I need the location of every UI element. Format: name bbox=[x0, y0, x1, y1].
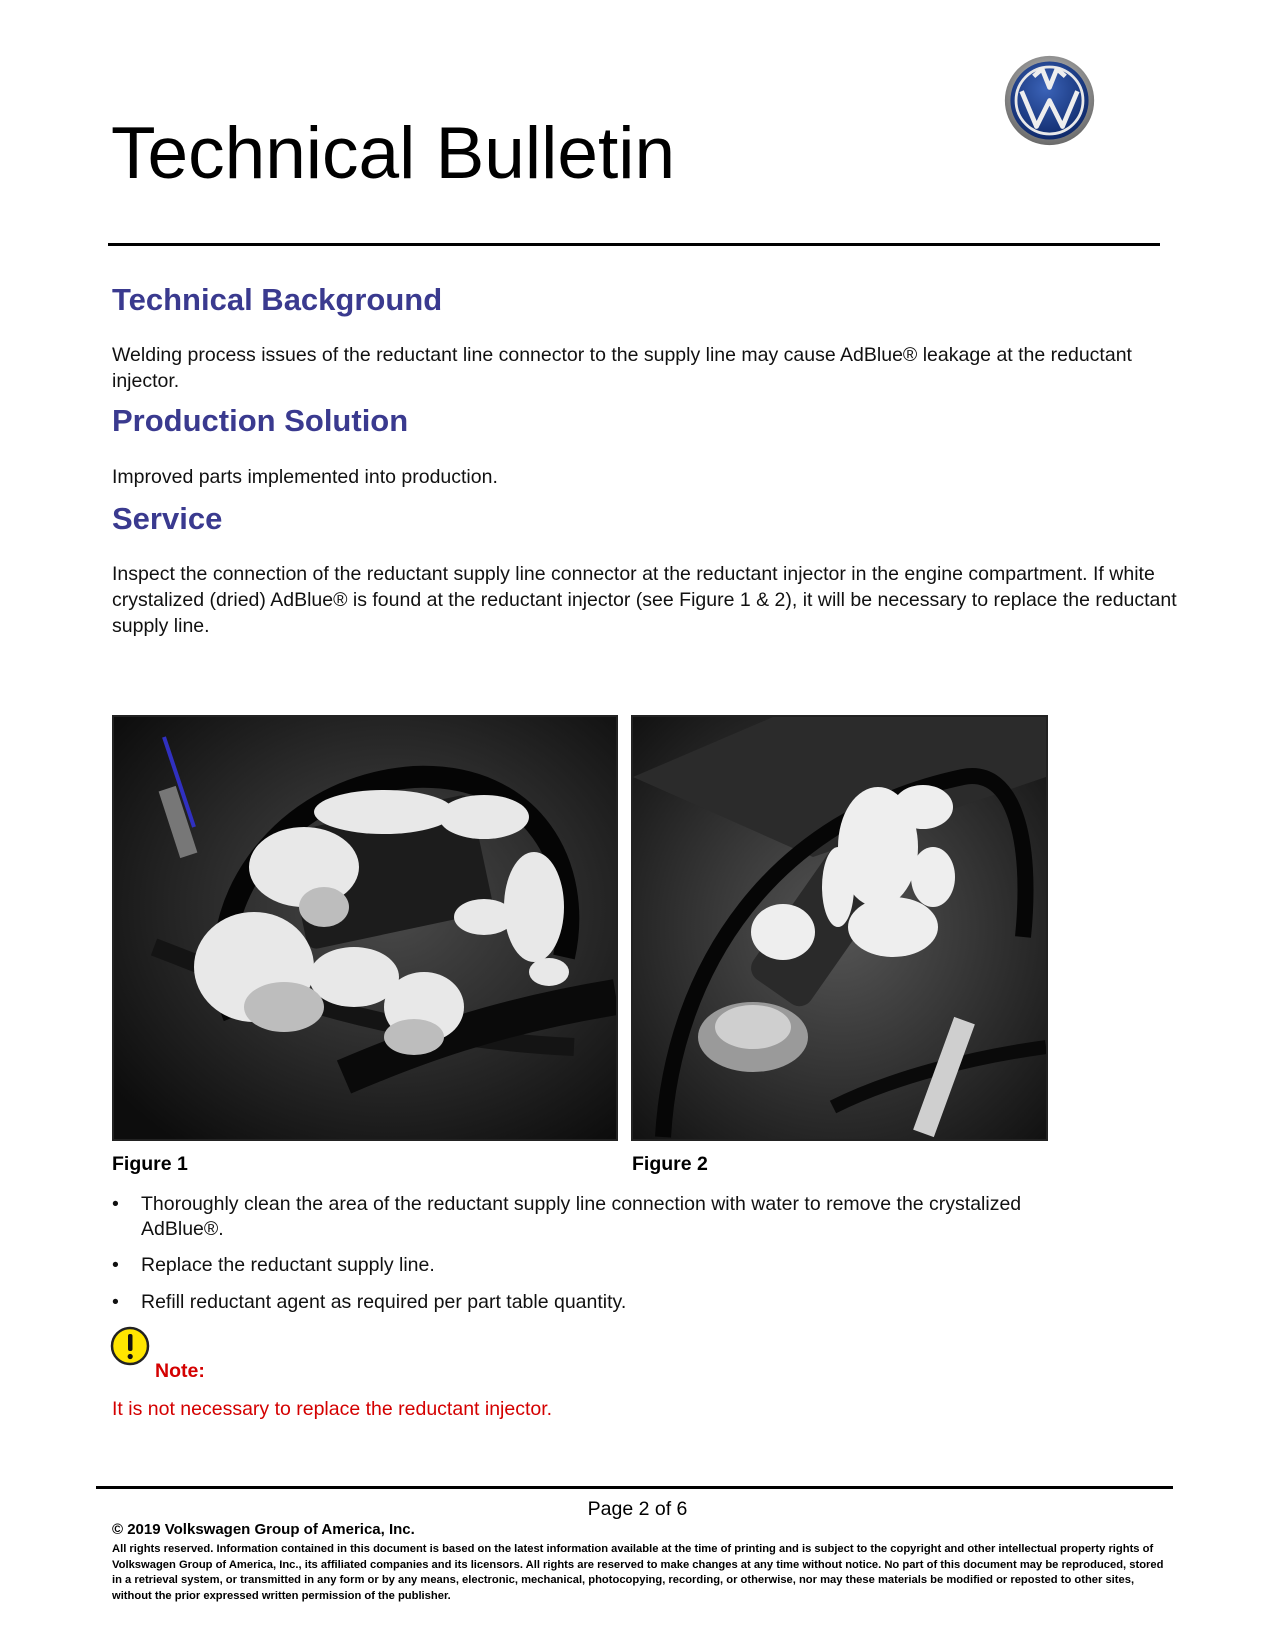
bullet-glyph: • bbox=[112, 1254, 119, 1276]
bullet-glyph: • bbox=[112, 1193, 119, 1215]
bullet-text: Replace the reductant supply line. bbox=[141, 1254, 435, 1276]
figure-1-label: Figure 1 bbox=[112, 1153, 188, 1175]
page-number: Page 2 of 6 bbox=[587, 1498, 688, 1520]
production-solution-heading: Production Solution bbox=[112, 403, 409, 438]
figure-2-image bbox=[631, 715, 1048, 1141]
production-solution-text: Improved parts implemented into production. bbox=[112, 466, 498, 488]
legal-notice: All rights reserved. Information contained in this document is based on the latest information available at the time of printing and is subject to the copyright and other intellectual property rights of Volkswagen Group of America, Inc., its affiliated companies and its licensors. All rights are reserved to make changes at any time without notice. No part of this document may be reproduced, stored in a retrieval system, or transmitted in any form or by any means, electronic, mechanical, photocopying, recording, or otherwise, nor may these materials be modified or reposted to other sites, without the prior expressed written permission of the publisher. bbox=[112, 1543, 1164, 1602]
figure-2-label: Figure 2 bbox=[632, 1153, 708, 1175]
technical-background-text: Welding process issues of the reductant line connector to the supply line may cause AdBlue® leakage at the reductant injector. bbox=[112, 344, 1132, 392]
note-label: Note: bbox=[155, 1360, 205, 1382]
vw-logo-icon bbox=[1003, 54, 1096, 147]
warning-icon bbox=[110, 1326, 150, 1366]
service-text: Inspect the connection of the reductant supply line connector at the reductant injector in the engine compartment. If white crystalized (dried) AdBlue® is found at the reductant injector (see Figure 1 & 2), it will be necessary to replace the reductant supply line. bbox=[112, 563, 1177, 637]
bullet-text: Thoroughly clean the area of the reductant supply line connection with water to remove the crystalized AdBlue®. bbox=[141, 1193, 1022, 1240]
note-text: It is not necessary to replace the reductant injector. bbox=[112, 1398, 553, 1420]
bullet-glyph: • bbox=[112, 1291, 119, 1313]
header-divider bbox=[108, 243, 1160, 246]
technical-background-heading: Technical Background bbox=[112, 282, 443, 317]
copyright: © 2019 Volkswagen Group of America, Inc. bbox=[112, 1521, 415, 1538]
service-heading: Service bbox=[112, 501, 223, 536]
bullet-text: Refill reductant agent as required per part table quantity. bbox=[141, 1291, 627, 1313]
footer-divider bbox=[96, 1486, 1173, 1489]
page-title: Technical Bulletin bbox=[111, 113, 676, 194]
figure-1-image bbox=[112, 715, 618, 1141]
